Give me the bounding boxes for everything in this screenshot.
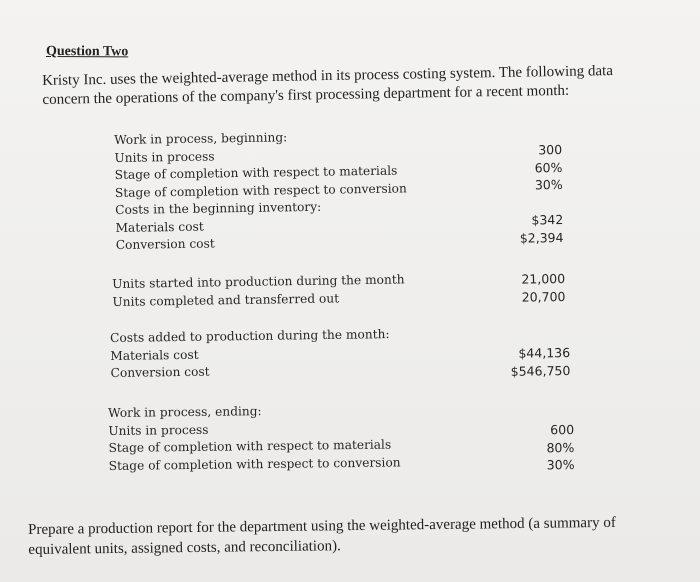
label-stage-materials: Stage of completion with respect to materials [114,163,398,182]
value-units-completed: 20,700 [521,288,566,305]
label-added-conversion-cost: Conversion cost [110,364,210,380]
label-ending-stage-conversion: Stage of completion with respect to conversion [108,454,401,473]
value-beginning-units: 300 [538,141,563,158]
value-ending-units: 600 [550,421,575,438]
beginning-wip-values [500,141,564,247]
ending-wip-values [510,421,575,474]
value-beginning-materials-cost: $342 [531,211,564,228]
beginning-wip-labels [114,127,408,254]
label-costs-beginning: Costs in the beginning inventory: [115,199,322,217]
label-ending-units: Units in process [108,422,209,438]
label-added-materials-cost: Materials cost [110,347,199,363]
label-units-completed: Units completed and transferred out [112,290,340,309]
label-units-started: Units started into production during the month [112,272,405,291]
label-costs-added: Costs added to production during the month: [110,327,390,345]
intro-paragraph: Kristy Inc. uses the weighted-average method in its process costing system. The following data concern the operations of the company's first processing department for a recent month: [42,63,614,108]
label-wip-beginning: Work in process, beginning: [114,130,288,147]
value-units-started: 21,000 [521,270,566,287]
ending-wip-labels [108,401,401,475]
value-added-materials-cost: $44,136 [518,344,571,361]
value-beginning-conversion-pct: 30% [534,176,563,193]
costs-added-labels [110,326,390,382]
spacer [501,193,563,211]
question-title: Question Two [45,44,129,60]
label-materials-cost: Materials cost [115,219,204,235]
label-ending-stage-materials: Stage of completion with respect to materials [108,437,392,455]
value-ending-materials-pct: 80% [546,439,575,455]
value-ending-conversion-pct: 30% [546,456,575,473]
label-units-in-process: Units in process [114,148,215,165]
label-stage-conversion: Stage of completion with respect to conversion [114,180,407,200]
label-wip-ending: Work in process, ending: [108,404,262,420]
costs-added-values [490,344,570,380]
production-values [495,270,566,306]
production-labels [112,271,405,311]
instruction-paragraph: Prepare a production report for the department using the weighted-average method (a summary of equivalent units, assigned costs, and reconciliation). [28,514,616,558]
value-beginning-materials-pct: 60% [534,159,563,175]
value-beginning-conversion-cost: $2,394 [519,229,564,246]
label-conversion-cost: Conversion cost [115,236,215,252]
value-added-conversion-cost: $546,750 [510,362,571,379]
